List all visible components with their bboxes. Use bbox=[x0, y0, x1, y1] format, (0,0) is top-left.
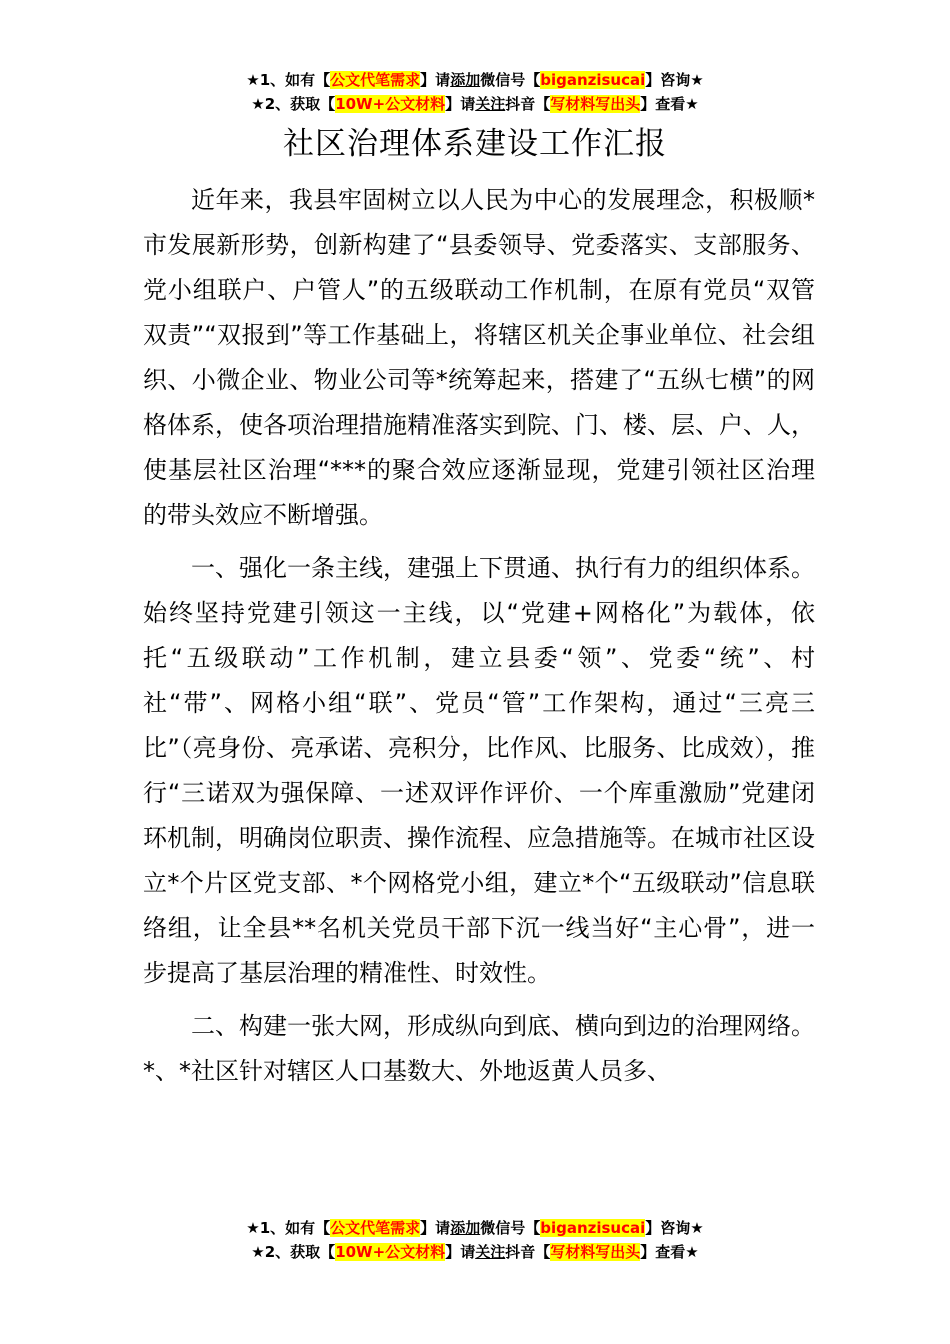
promo-text: ★2、获取【 bbox=[251, 1243, 336, 1261]
promo-highlight: 公文代笔需求 bbox=[330, 1219, 421, 1237]
promo-line-1 bbox=[0, 68, 950, 92]
promo-highlight: 10W+公文材料 bbox=[335, 95, 446, 113]
promo-underlined-text: 添加 bbox=[450, 1219, 481, 1237]
promo-text: ★1、如有【 bbox=[246, 1219, 331, 1237]
promo-text: 】查看★ bbox=[640, 1243, 699, 1261]
promo-line-1 bbox=[0, 1216, 950, 1240]
promo-text: 抖音【 bbox=[505, 95, 551, 113]
promo-highlight: 公文代笔需求 bbox=[330, 71, 421, 89]
promo-text: 】请 bbox=[445, 95, 476, 113]
promo-text: 】请 bbox=[420, 1219, 451, 1237]
promo-text: 】咨询★ bbox=[645, 1219, 704, 1237]
paragraph-section-1: 一、强化一条主线，建强上下贯通、执行有力的组织体系。始终坚持党建引领这一主线，以“党建+网格化”为载体，依托“五级联动”工作机制，建立县委“领”、党委“统”、村社“带”、网格小组“联”、党员“管”工作架构，通过“三亮三比”（亮身份、亮承诺、亮积分，比作风、比服务、比成效），推行“三诺双为强保障、一述双评作评价、一个库重激励”党建闭环机制，明确岗位职责、操作流程、应急措施等。在城市社区设立*个片区党支部、*个网格党小组，建立*个“五级联动”信息联络组，让全县**名机关党员干部下沉一线当好“主心骨”，进一步提高了基层治理的精准性、时效性。 bbox=[143, 554, 815, 987]
promo-text: 微信号【 bbox=[480, 1219, 541, 1237]
promo-underlined-text: 关注 bbox=[475, 1243, 506, 1261]
promo-line-2 bbox=[0, 92, 950, 116]
promo-text: ★1、如有【 bbox=[246, 71, 331, 89]
promo-highlight: biganzisucai bbox=[540, 1219, 646, 1237]
document-title: 社区治理体系建设工作汇报 bbox=[283, 126, 667, 162]
promo-highlight: 写材料写出头 bbox=[550, 1243, 641, 1261]
promo-highlight: biganzisucai bbox=[540, 71, 646, 89]
promo-underlined-text: 关注 bbox=[475, 95, 506, 113]
promo-highlight: 10W+公文材料 bbox=[335, 1243, 446, 1261]
promo-highlight: 写材料写出头 bbox=[550, 95, 641, 113]
promo-text: 】请 bbox=[420, 71, 451, 89]
promo-text: 】查看★ bbox=[640, 95, 699, 113]
promo-text: 抖音【 bbox=[505, 1243, 551, 1261]
promo-line-2 bbox=[0, 1240, 950, 1264]
promo-text: 微信号【 bbox=[480, 71, 541, 89]
paragraph-section-2: 二、构建一张大网，形成纵向到底、横向到边的治理网络。*、*社区针对辖区人口基数大、外地返黄人员多、 bbox=[143, 1012, 815, 1085]
promo-text: 】咨询★ bbox=[645, 71, 704, 89]
promo-banner-top bbox=[0, 68, 950, 116]
promo-underlined-text: 添加 bbox=[450, 71, 481, 89]
promo-text: ★2、获取【 bbox=[251, 95, 336, 113]
promo-banner-bottom bbox=[0, 1216, 950, 1264]
document-body bbox=[143, 178, 815, 1102]
promo-text: 】请 bbox=[445, 1243, 476, 1261]
paragraph-intro: 近年来，我县牢固树立以人民为中心的发展理念，积极顺*市发展新形势，创新构建了“县委领导、党委落实、支部服务、党小组联户、户管人”的五级联动工作机制，在原有党员“双管双责”“双报到”等工作基础上，将辖区机关企事业单位、社会组织、小微企业、物业公司等*统筹起来，搭建了“五纵七横”的网格体系，使各项治理措施精准落实到院、门、楼、层、户、人，使基层社区治理“***的聚合效应逐渐显现，党建引领社区治理的带头效应不断增强。 bbox=[143, 186, 815, 529]
